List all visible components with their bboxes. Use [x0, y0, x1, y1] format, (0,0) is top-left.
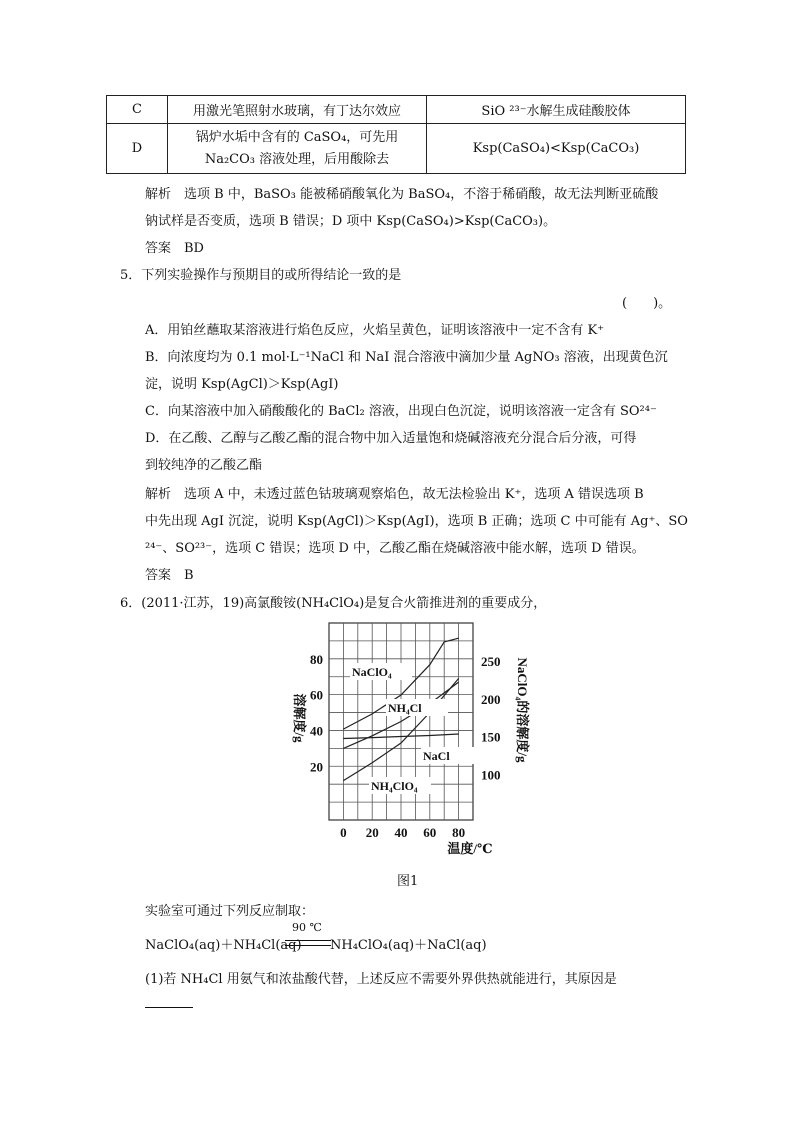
- q5-option-c: C．向某溶液中加入硝酸酸化的 BaCl₂ 溶液，出现白色沉淀，说明该溶液一定含有 SO²⁴⁻: [145, 404, 657, 419]
- q4-analysis-line: 钠试样是否变质，选项 B 错误；D 项中 Ksp(CaSO₄)>Ksp(CaCO₃)。: [145, 214, 557, 229]
- options-table: [106, 95, 686, 174]
- figure-caption: 图1: [397, 874, 419, 889]
- q4-answer: 答案 BD: [145, 241, 204, 256]
- y-tick-label-right: 150: [481, 729, 501, 745]
- q5-answer-blank: ( )。: [622, 296, 672, 311]
- y-tick-label-right: 100: [481, 767, 501, 783]
- q6-prep-text: 实验室可通过下列反应制取：: [145, 904, 315, 919]
- y-tick-label-right: 250: [481, 653, 501, 669]
- solubility-chart: [280, 615, 540, 860]
- q5-stem: 5．下列实验操作与预期目的或所得结论一致的是: [120, 268, 402, 283]
- series-label: NH₄Cl: [388, 701, 422, 715]
- x-tick-label: 20: [365, 825, 379, 840]
- row-explanation: SiO ²³⁻水解生成硅酸胶体: [427, 96, 686, 124]
- row-explanation: Ksp(CaSO₄)<Ksp(CaCO₃): [427, 124, 686, 174]
- q5-option-b: B．向浓度均为 0.1 mol·L⁻¹NaCl 和 NaI 混合溶液中滴加少量 AgNO₃ 溶液，出现黄色沉: [145, 350, 668, 365]
- row-operation: [168, 124, 427, 174]
- reaction-right: NH₄ClO₄(aq)＋NaCl(aq): [330, 938, 487, 953]
- row-label: C: [107, 96, 168, 124]
- y-axis-label-left: 溶解度/g: [292, 693, 307, 743]
- y-tick-label-left: 80: [310, 651, 323, 667]
- y-tick-label-right: 200: [481, 691, 501, 707]
- x-tick-label: 60: [423, 825, 437, 840]
- row-operation-line: Na₂CO₃ 溶液处理，后用酸除去: [204, 151, 390, 167]
- reaction-arrow: [285, 940, 331, 946]
- q5-option-d: 到较纯净的乙酸乙酯: [145, 458, 263, 473]
- q5-analysis-line: 解析 选项 A 中，未透过蓝色钴玻璃观察焰色，故无法检验出 K⁺，选项 A 错误选项 B: [145, 487, 644, 502]
- q5-answer: 答案 B: [145, 568, 194, 583]
- y-tick-label-left: 60: [310, 687, 323, 703]
- y-tick-label-left: 40: [310, 723, 323, 739]
- series-label: NH₄ClO₄: [371, 779, 418, 793]
- series-label: NaCl: [423, 749, 450, 763]
- q5-option-b: 淀，说明 Ksp(AgCl)＞Ksp(AgI): [145, 377, 339, 392]
- row-operation: 用激光笔照射水玻璃，有丁达尔效应: [168, 96, 427, 124]
- x-tick-label: 0: [340, 825, 347, 840]
- q6-subquestion-1: (1)若 NH₄Cl 用氨气和浓盐酸代替，上述反应不需要外界供热就能进行，其原因是: [145, 972, 617, 987]
- table-row: [107, 96, 686, 124]
- row-label: D: [107, 124, 168, 174]
- q5-analysis-line: 中先出现 AgI 沉淀，说明 Ksp(AgCl)＞Ksp(AgI)，选项 B 正确；选项 C 中可能有 Ag⁺、SO: [145, 514, 688, 529]
- table-row: [107, 124, 686, 174]
- q5-option-a: A．用铂丝蘸取某溶液进行焰色反应，火焰呈黄色，证明该溶液中一定不含有 K⁺: [145, 323, 605, 338]
- chart-labels: [292, 652, 530, 856]
- reaction-left: NaClO₄(aq)＋NH₄Cl(aq): [145, 938, 302, 953]
- y-axis-label-right: NaClO₄的溶解度/g: [515, 657, 530, 763]
- row-operation-line: 锅炉水垢中含有的 CaSO₄，可先用: [195, 129, 399, 145]
- x-axis-label: 温度/℃: [447, 841, 493, 856]
- q5-option-d: D．在乙酸、乙醇与乙酸乙酯的混合物中加入适量饱和烧碱溶液充分混合后分液，可得: [145, 431, 637, 446]
- q6-stem: 6．(2011·江苏，19)高氯酸铵(NH₄ClO₄)是复合火箭推进剂的重要成分，: [120, 596, 547, 611]
- x-tick-label: 80: [452, 825, 466, 840]
- answer-blank-line: [145, 1007, 193, 1008]
- reaction-condition: 90 ℃: [292, 921, 322, 934]
- q5-analysis-line: ²⁴⁻、SO²³⁻，选项 C 错误；选项 D 中，乙酸乙酯在烧碱溶液中能水解，选项 D 错误。: [145, 541, 645, 556]
- y-tick-label-left: 20: [310, 759, 323, 775]
- q4-analysis-line: 解析 选项 B 中，BaSO₃ 能被稀硝酸氧化为 BaSO₄，不溶于稀硝酸，故无法判断亚硫酸: [145, 187, 659, 202]
- series-label: NaClO₄: [352, 665, 392, 679]
- x-tick-label: 40: [394, 825, 408, 840]
